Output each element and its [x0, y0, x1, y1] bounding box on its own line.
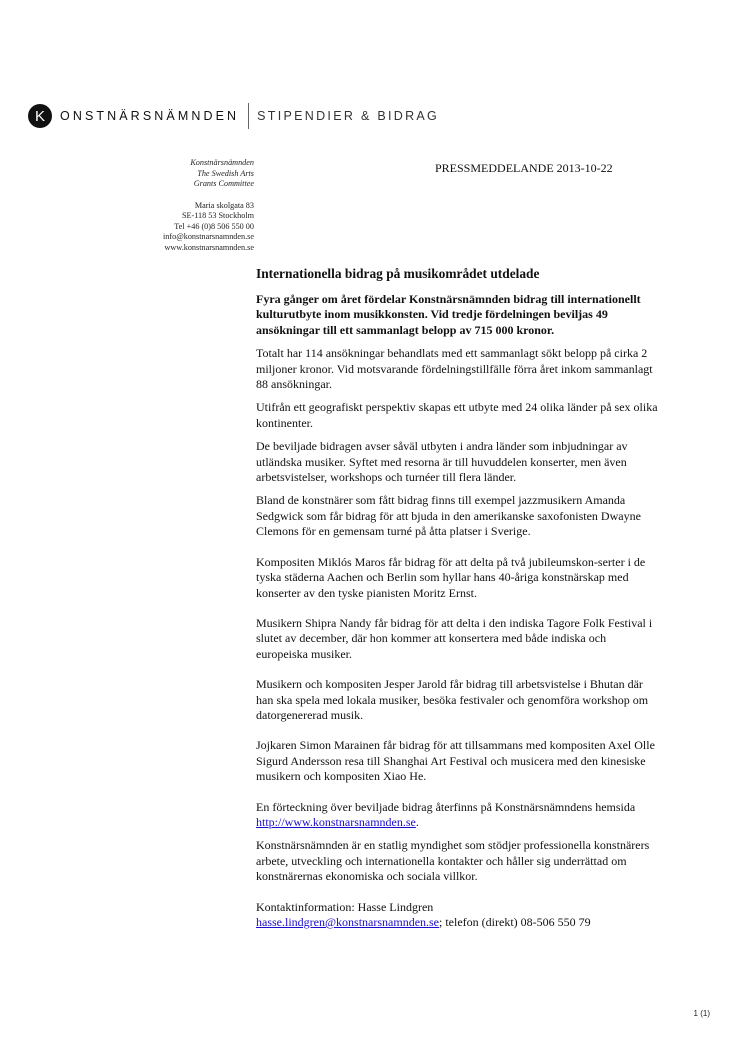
logo	[28, 103, 439, 129]
contact-label: Kontaktinformation: Hasse Lindgren	[256, 899, 434, 914]
article-paragraph-1: Totalt har 114 ansökningar behandlats med ett sammanlagt sökt belopp på cirka 2 miljoner kronor. Vid motsvarande fördelningstillfälle förra året inkom sammanlagt 88 ansökningar.	[256, 346, 653, 392]
logo-k-icon: K	[28, 104, 52, 128]
article-paragraph-3: De beviljade bidragen avser såväl utbyten i andra länder som inbjudningar av utländska musiker. Syftet med resorna är till huvuddelen konserter, men även arbetsvistelser, workshops och turnéer till flera länder.	[256, 439, 628, 485]
contact-email-link[interactable]: hasse.lindgren@konstnarsnamnden.se	[256, 915, 440, 929]
contact-phone: ; telefon (direkt) 08-506 550 79	[439, 915, 591, 929]
article-paragraph-5: Kompositen Miklós Maros får bidrag för att delta på två jubileumskon-serter i de tyska städerna Aachen och Berlin som hyllar hans 40-åriga konstnärskap med konserter av den tyske pianisten Moritz Ernst.	[256, 554, 646, 600]
logo-org-name: ONSTNÄRSNÄMNDEN	[60, 109, 240, 123]
article	[256, 266, 661, 938]
logo-divider	[248, 103, 249, 129]
page-number: 1 (1)	[693, 1009, 710, 1018]
sender-gap	[94, 190, 254, 201]
article-paragraph-7: Musikern och kompositen Jesper Jarold får bidrag till arbetsvistelse i Bhutan där han ska spela med lokala musiker, besöka festivaler och genomföra workshop om datorgenererad musik.	[256, 677, 649, 722]
article-title: Internationella bidrag på musikområdet utdelade	[256, 266, 540, 281]
article-paragraph-9	[256, 800, 661, 831]
press-release-date: PRESSMEDDELANDE 2013-10-22	[435, 161, 613, 175]
sender-name-en-1: The Swedish Arts	[197, 168, 254, 178]
article-paragraph-8: Jojkaren Simon Marainen får bidrag för att tillsammans med kompositen Axel Olle Sigurd Andersson resa till Shanghai Art Festival och musicera med den kinesiske musikern och kompositen Xiao He.	[256, 738, 655, 784]
article-paragraph-4: Bland de konstnärer som fått bidrag finns till exempel jazzmusikern Amanda Sedgwick som får bidrag för att bjuda in den amerikanske saxofonisten Dwayne Clemons för en gemensam turné på åtta platser i Sverige.	[256, 493, 641, 539]
sender-address-1: Maria skolgata 83	[194, 200, 254, 210]
sender-address-block	[94, 158, 254, 253]
paragraph-9-end: .	[415, 814, 419, 829]
sender-address-2: SE-118 53 Stockholm	[181, 211, 254, 220]
article-lead: Fyra gånger om året fördelar Konstnärsnämnden bidrag till internationellt kulturutbyte inom musikkonsten. Vid tredje fördelningen beviljas 49 ansökningar till ett sammanlagt belopp av 715 000 kronor.	[256, 292, 641, 337]
article-paragraph-10: Konstnärsnämnden är en statlig myndighet som stödjer professionella konstnärers arbete, utveckling och internationella kontakter och håller sig underrättad om konstnärernas ekonomiska och sociala villkor.	[256, 838, 650, 884]
sender-phone: Tel +46 (0)8 506 550 00	[174, 221, 254, 231]
article-paragraph-2: Utifrån ett geografiskt perspektiv skapas ett utbyte med 24 olika länder på sex olika kontinenter.	[256, 400, 658, 430]
logo-subtitle: STIPENDIER & BIDRAG	[257, 109, 440, 123]
sender-email: info@konstnarsnamnden.se	[163, 232, 254, 241]
paragraph-9-text: En förteckning över beviljade bidrag återfinns på Konstnärsnämndens hemsida	[256, 799, 636, 814]
website-link[interactable]: http://www.konstnarsnamnden.se	[256, 814, 416, 829]
sender-web: www.konstnarsnamnden.se	[164, 242, 254, 252]
sender-name-sv: Konstnärsnämnden	[190, 158, 254, 167]
article-paragraph-6: Musikern Shipra Nandy får bidrag för att delta i den indiska Tagore Folk Festival i slutet av december, där hon kommer att konsertera med både indiska och europeiska musiker.	[256, 615, 653, 661]
contact-info	[256, 900, 661, 931]
sender-name-en-2: Grants Committee	[193, 179, 254, 188]
